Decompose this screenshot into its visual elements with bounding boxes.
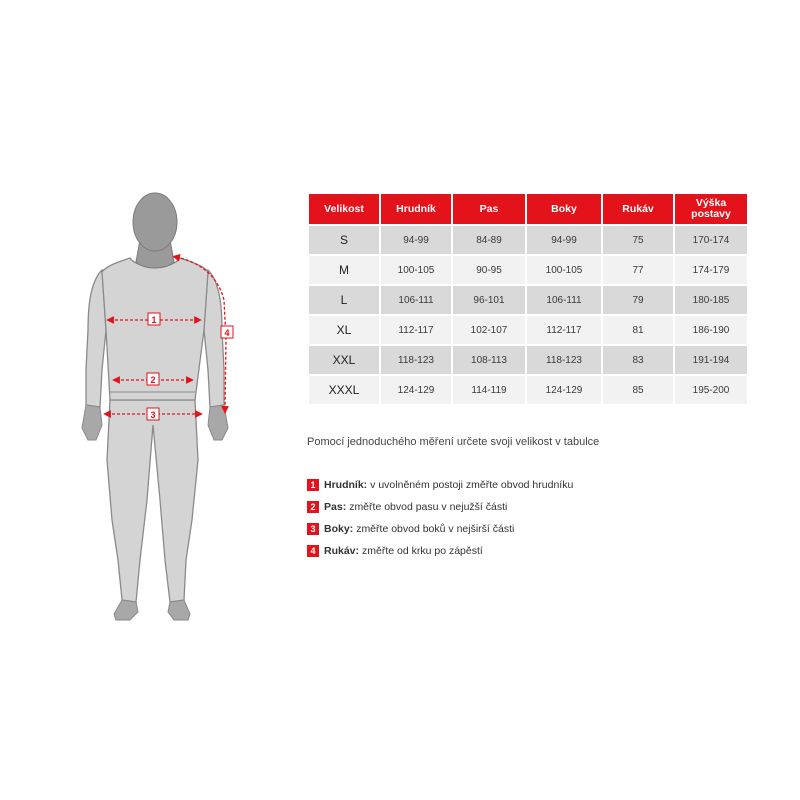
chest-cell: 124-129 — [381, 376, 451, 404]
legend-term: Pas — [324, 501, 343, 513]
legend-text: změřte obvod boků v nejširší části — [356, 523, 515, 535]
waist-cell: 90-95 — [453, 256, 525, 284]
table-row — [309, 376, 747, 404]
figure-right-foot — [168, 600, 190, 620]
header-waist: Pas — [453, 194, 525, 224]
legend-text: změřte obvod pasu v nejužší části — [349, 501, 508, 513]
header-hips: Boky — [527, 194, 601, 224]
hips-cell: 106-111 — [527, 286, 601, 314]
table-header-row — [309, 194, 747, 224]
legend-colon: : — [342, 501, 347, 513]
sleeve-marker-number: 4 — [224, 328, 230, 338]
height-cell: 191-194 — [675, 346, 747, 374]
size-cell: XL — [309, 316, 379, 344]
sleeve-cell: 79 — [603, 286, 673, 314]
chest-marker-number: 1 — [151, 315, 157, 325]
chest-cell: 112-117 — [381, 316, 451, 344]
legend-colon: : — [355, 545, 360, 557]
size-cell: XXL — [309, 346, 379, 374]
waist-cell: 84-89 — [453, 226, 525, 254]
legend-number-badge: 4 — [307, 545, 319, 557]
legend-term: Boky — [324, 523, 350, 535]
chest-cell: 94-99 — [381, 226, 451, 254]
size-cell: XXXL — [309, 376, 379, 404]
chest-cell: 118-123 — [381, 346, 451, 374]
legend-item-chest — [307, 474, 573, 496]
hips-cell: 124-129 — [527, 376, 601, 404]
hips-cell: 94-99 — [527, 226, 601, 254]
legend-colon: : — [363, 479, 368, 491]
hips-cell: 118-123 — [527, 346, 601, 374]
intro-text: Pomocí jednoduchého měření určete svoji velikost v tabulce — [307, 436, 600, 448]
hips-cell: 100-105 — [527, 256, 601, 284]
legend-item-waist — [307, 496, 573, 518]
size-table — [307, 192, 749, 406]
legend-colon: : — [349, 523, 354, 535]
header-height: Výška postavy — [675, 194, 747, 224]
chest-cell: 100-105 — [381, 256, 451, 284]
height-cell: 186-190 — [675, 316, 747, 344]
legend-term: Rukáv — [324, 545, 356, 557]
size-cell: L — [309, 286, 379, 314]
sleeve-cell: 77 — [603, 256, 673, 284]
size-cell: M — [309, 256, 379, 284]
table-row — [309, 346, 747, 374]
waist-cell: 114-119 — [453, 376, 525, 404]
legend-number-badge: 1 — [307, 479, 319, 491]
legend-number-badge: 3 — [307, 523, 319, 535]
measurement-legend — [307, 474, 573, 562]
header-chest: Hrudník — [381, 194, 451, 224]
hips-marker-number: 3 — [150, 410, 156, 420]
legend-term: Hrudník — [324, 479, 364, 491]
table-row — [309, 226, 747, 254]
figure-right-hand — [208, 405, 228, 440]
figure-left-foot — [114, 600, 138, 620]
sleeve-cell: 85 — [603, 376, 673, 404]
sleeve-cell: 81 — [603, 316, 673, 344]
waist-cell: 96-101 — [453, 286, 525, 314]
legend-item-hips — [307, 518, 573, 540]
waist-cell: 102-107 — [453, 316, 525, 344]
hips-cell: 112-117 — [527, 316, 601, 344]
table-row — [309, 256, 747, 284]
legend-text: v uvolněném postoji změřte obvod hrudníku — [370, 479, 574, 491]
table-row — [309, 286, 747, 314]
height-cell: 180-185 — [675, 286, 747, 314]
waist-marker-number: 2 — [150, 375, 156, 385]
legend-item-sleeve — [307, 540, 573, 562]
figure-left-hand — [82, 405, 102, 440]
waist-cell: 108-113 — [453, 346, 525, 374]
header-sleeve: Rukáv — [603, 194, 673, 224]
legend-text: změřte od krku po zápěstí — [362, 545, 483, 557]
figure-head — [133, 193, 177, 251]
height-cell: 174-179 — [675, 256, 747, 284]
header-size: Velikost — [309, 194, 379, 224]
sleeve-cell: 75 — [603, 226, 673, 254]
sleeve-cell: 83 — [603, 346, 673, 374]
figure-legs — [107, 400, 198, 602]
size-cell: S — [309, 226, 379, 254]
height-cell: 170-174 — [675, 226, 747, 254]
legend-number-badge: 2 — [307, 501, 319, 513]
table-row — [309, 316, 747, 344]
chest-cell: 106-111 — [381, 286, 451, 314]
height-cell: 195-200 — [675, 376, 747, 404]
